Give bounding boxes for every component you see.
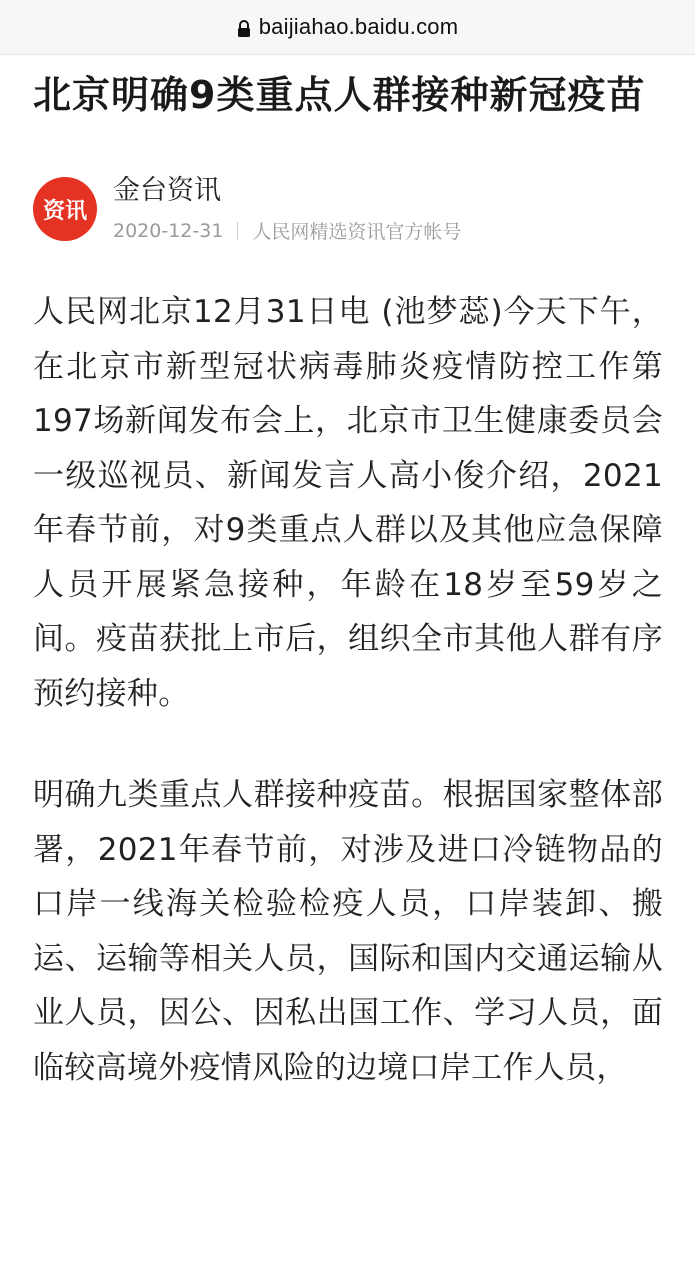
publish-date: 2020-12-31 <box>113 219 224 242</box>
avatar[interactable]: 资讯 <box>33 177 97 241</box>
article <box>33 62 663 1095</box>
address-bar[interactable] <box>0 0 695 55</box>
meta-divider <box>237 222 238 240</box>
author-row <box>33 173 663 244</box>
lock-icon <box>237 18 251 36</box>
author-meta <box>113 173 461 244</box>
article-title: 北京明确9类重点人群接种新冠疫苗 <box>33 73 646 117</box>
author-name[interactable]: 金台资讯 <box>113 175 221 206</box>
author-meta-line <box>113 217 461 244</box>
url-text[interactable]: baijiahao.baidu.com <box>258 14 459 39</box>
article-paragraph-1: 人民网北京12月31日电 (池梦蕊)今天下午，在北京市新型冠状病毒肺炎疫情防控工作第197场新闻发布会上，北京市卫生健康委员会一级巡视员、新闻发言人高小俊介绍，2021年春节前，对9类重点人群以及其他应急保障人员开展紧急接种，年龄在18岁至59岁之间。疫苗获批上市后，组织全市其他人群有序预约接种。 <box>33 294 663 712</box>
author-description: 人民网精选资讯官方帐号 <box>252 221 462 243</box>
article-paragraph-2: 明确九类重点人群接种疫苗。根据国家整体部署，2021年春节前，对涉及进口冷链物品的口岸一线海关检验检疫人员，口岸装卸、搬运、运输等相关人员，国际和国内交通运输从业人员，因公、因私出国工作、学习人员，面临较高境外疫情风险的边境口岸工作人员， <box>33 777 663 1086</box>
